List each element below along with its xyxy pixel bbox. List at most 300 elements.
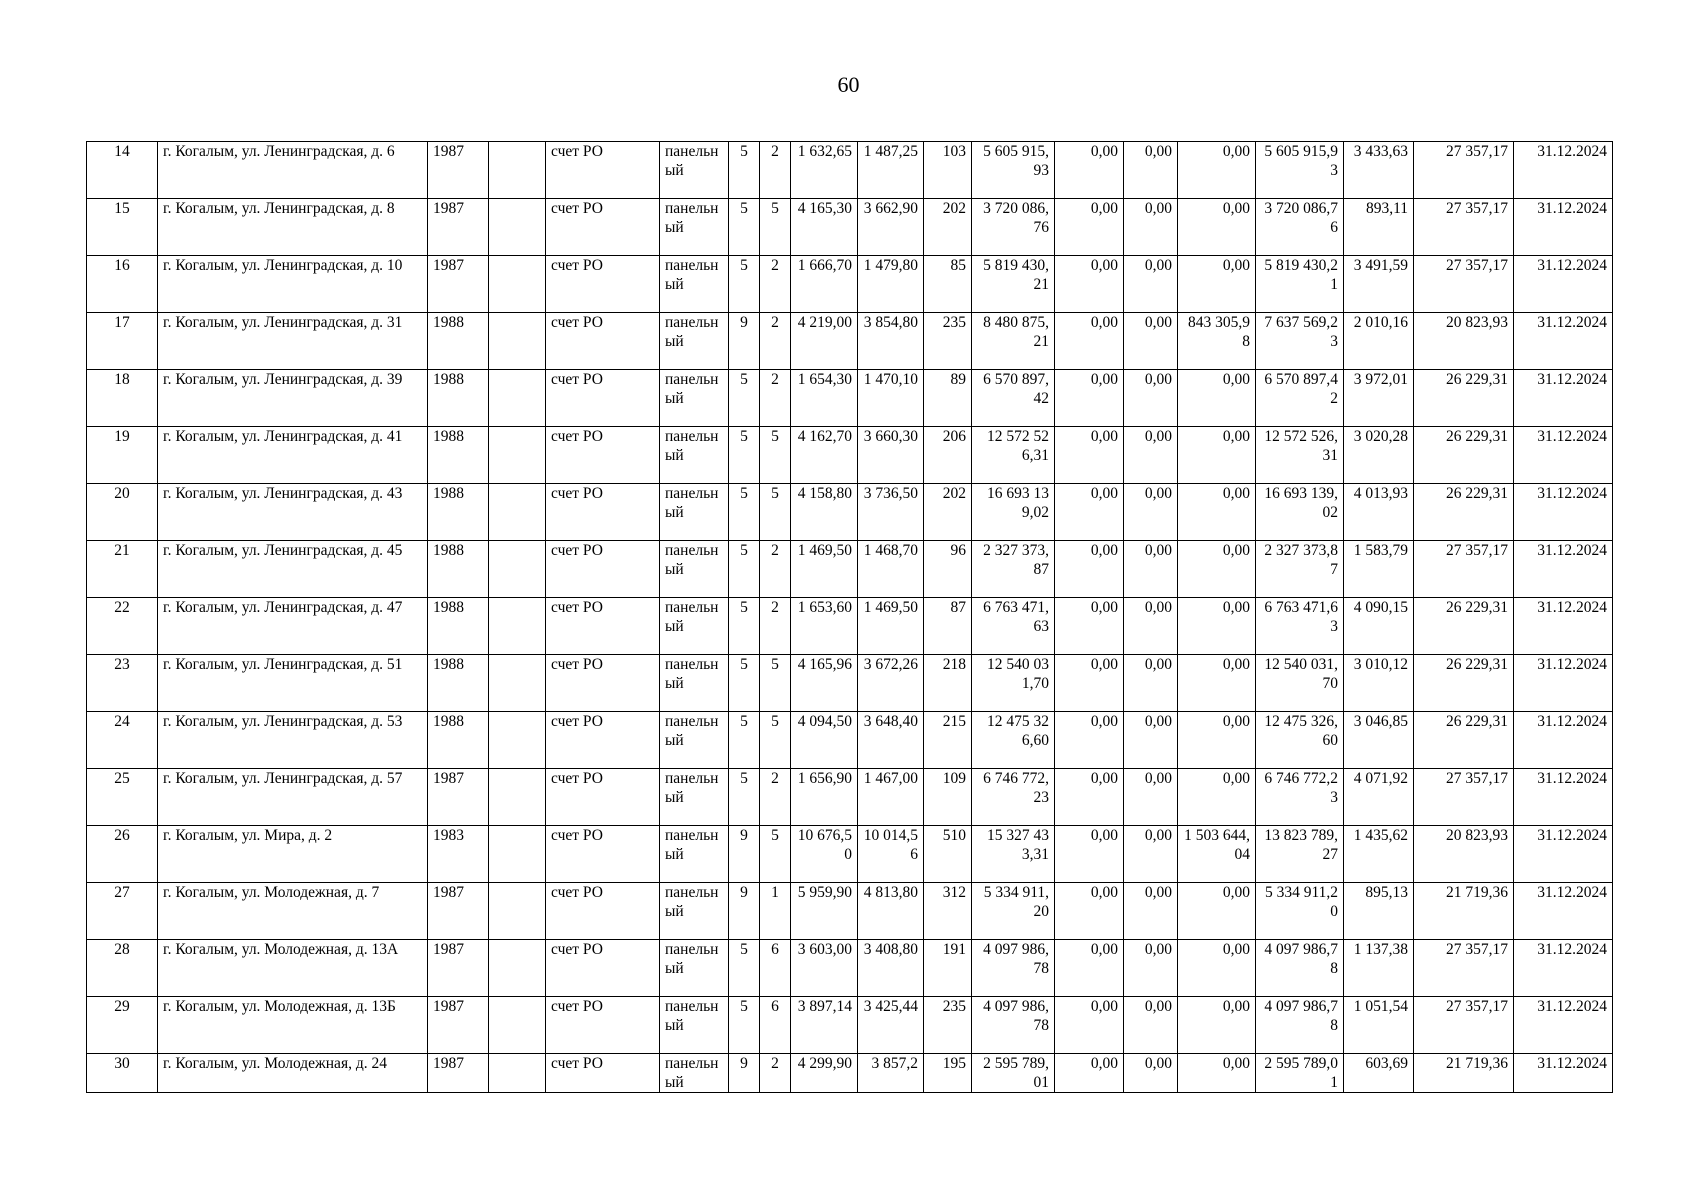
- cost-per-m2-cell: 603,69: [1344, 1054, 1414, 1093]
- wall-material-cell: панельный: [660, 883, 729, 940]
- fund-cell: счет РО: [546, 940, 660, 997]
- limit-cost-cell: 27 357,17: [1414, 142, 1514, 199]
- wall-material-cell: панельный: [660, 484, 729, 541]
- cost-column-4-cell: 6 746 772,23: [1256, 769, 1344, 826]
- entrances-cell: 5: [760, 199, 791, 256]
- floors-cell: 5: [729, 427, 760, 484]
- cost-column-3-cell: 0,00: [1178, 256, 1256, 313]
- residents-cell: 218: [924, 655, 972, 712]
- living-area-cell: 3 854,80: [858, 313, 924, 370]
- cost-column-2-cell: 0,00: [1124, 313, 1178, 370]
- row-number: 19: [87, 427, 158, 484]
- fund-cell: счет РО: [546, 826, 660, 883]
- cost-per-m2-cell: 1 435,62: [1344, 826, 1414, 883]
- cost-per-m2-cell: 1 051,54: [1344, 997, 1414, 1054]
- cost-column-2-cell: 0,00: [1124, 427, 1178, 484]
- entrances-cell: 5: [760, 826, 791, 883]
- cost-column-2-cell: 0,00: [1124, 370, 1178, 427]
- floors-cell: 5: [729, 598, 760, 655]
- address-cell: г. Когалым, ул. Ленинградская, д. 31: [158, 313, 428, 370]
- cost-column-2-cell: 0,00: [1124, 484, 1178, 541]
- floors-cell: 5: [729, 541, 760, 598]
- entrances-cell: 2: [760, 769, 791, 826]
- cost-column-4-cell: 16 693 139,02: [1256, 484, 1344, 541]
- table-row: [87, 370, 1613, 427]
- address-cell: г. Когалым, ул. Ленинградская, д. 47: [158, 598, 428, 655]
- table-row: [87, 655, 1613, 712]
- residents-cell: 191: [924, 940, 972, 997]
- deadline-cell: 31.12.2024: [1514, 256, 1613, 313]
- year-cell: 1987: [428, 1054, 489, 1093]
- deadline-cell: 31.12.2024: [1514, 598, 1613, 655]
- entrances-cell: 5: [760, 427, 791, 484]
- fund-cell: счет РО: [546, 712, 660, 769]
- total-cost-cell: 5 605 915,93: [972, 142, 1055, 199]
- cost-column-3-cell: 0,00: [1178, 484, 1256, 541]
- cost-column-3-cell: 0,00: [1178, 142, 1256, 199]
- living-area-cell: 10 014,56: [858, 826, 924, 883]
- cost-column-3-cell: 843 305,98: [1178, 313, 1256, 370]
- fund-cell: счет РО: [546, 142, 660, 199]
- page-number: 60: [837, 72, 860, 97]
- cost-per-m2-cell: 3 972,01: [1344, 370, 1414, 427]
- cost-column-1-cell: 0,00: [1055, 484, 1124, 541]
- fund-cell: счет РО: [546, 313, 660, 370]
- cost-column-3-cell: 0,00: [1178, 769, 1256, 826]
- row-number: 15: [87, 199, 158, 256]
- row-number: 28: [87, 940, 158, 997]
- deadline-cell: 31.12.2024: [1514, 484, 1613, 541]
- living-area-cell: 4 813,80: [858, 883, 924, 940]
- floors-cell: 5: [729, 484, 760, 541]
- fund-cell: счет РО: [546, 427, 660, 484]
- empty-cell: [489, 427, 546, 484]
- address-cell: г. Когалым, ул. Ленинградская, д. 39: [158, 370, 428, 427]
- year-cell: 1987: [428, 997, 489, 1054]
- total-area-cell: 4 165,30: [791, 199, 858, 256]
- empty-cell: [489, 484, 546, 541]
- fund-cell: счет РО: [546, 769, 660, 826]
- wall-material-cell: панельный: [660, 1054, 729, 1093]
- total-area-cell: 1 469,50: [791, 541, 858, 598]
- row-number: 16: [87, 256, 158, 313]
- total-cost-cell: 4 097 986,78: [972, 997, 1055, 1054]
- living-area-cell: 3 672,26: [858, 655, 924, 712]
- cost-column-2-cell: 0,00: [1124, 256, 1178, 313]
- year-cell: 1987: [428, 256, 489, 313]
- row-number: 30: [87, 1054, 158, 1093]
- cost-column-1-cell: 0,00: [1055, 256, 1124, 313]
- residents-cell: 89: [924, 370, 972, 427]
- limit-cost-cell: 27 357,17: [1414, 256, 1514, 313]
- address-cell: г. Когалым, ул. Ленинградская, д. 43: [158, 484, 428, 541]
- deadline-cell: 31.12.2024: [1514, 142, 1613, 199]
- limit-cost-cell: 26 229,31: [1414, 484, 1514, 541]
- residents-cell: 206: [924, 427, 972, 484]
- row-number: 22: [87, 598, 158, 655]
- limit-cost-cell: 26 229,31: [1414, 598, 1514, 655]
- table-row: [87, 712, 1613, 769]
- cost-column-3-cell: 0,00: [1178, 427, 1256, 484]
- floors-cell: 5: [729, 655, 760, 712]
- cost-column-2-cell: 0,00: [1124, 199, 1178, 256]
- total-cost-cell: 6 763 471,63: [972, 598, 1055, 655]
- year-cell: 1987: [428, 940, 489, 997]
- total-area-cell: 5 959,90: [791, 883, 858, 940]
- cost-per-m2-cell: 3 491,59: [1344, 256, 1414, 313]
- empty-cell: [489, 256, 546, 313]
- cost-column-3-cell: 0,00: [1178, 712, 1256, 769]
- address-cell: г. Когалым, ул. Ленинградская, д. 51: [158, 655, 428, 712]
- row-number: 27: [87, 883, 158, 940]
- cost-column-2-cell: 0,00: [1124, 598, 1178, 655]
- year-cell: 1988: [428, 370, 489, 427]
- cost-per-m2-cell: 893,11: [1344, 199, 1414, 256]
- limit-cost-cell: 27 357,17: [1414, 199, 1514, 256]
- floors-cell: 5: [729, 769, 760, 826]
- total-cost-cell: 5 819 430,21: [972, 256, 1055, 313]
- empty-cell: [489, 142, 546, 199]
- fund-cell: счет РО: [546, 1054, 660, 1093]
- deadline-cell: 31.12.2024: [1514, 199, 1613, 256]
- total-cost-cell: 15 327 433,31: [972, 826, 1055, 883]
- cost-column-1-cell: 0,00: [1055, 1054, 1124, 1093]
- cost-per-m2-cell: 4 071,92: [1344, 769, 1414, 826]
- limit-cost-cell: 27 357,17: [1414, 769, 1514, 826]
- cost-per-m2-cell: 3 010,12: [1344, 655, 1414, 712]
- cost-column-1-cell: 0,00: [1055, 883, 1124, 940]
- cost-column-2-cell: 0,00: [1124, 883, 1178, 940]
- table-row: [87, 256, 1613, 313]
- year-cell: 1988: [428, 541, 489, 598]
- cost-column-4-cell: 5 819 430,21: [1256, 256, 1344, 313]
- limit-cost-cell: 21 719,36: [1414, 1054, 1514, 1093]
- empty-cell: [489, 769, 546, 826]
- cost-per-m2-cell: 3 020,28: [1344, 427, 1414, 484]
- cost-column-4-cell: 4 097 986,78: [1256, 997, 1344, 1054]
- total-cost-cell: 6 570 897,42: [972, 370, 1055, 427]
- entrances-cell: 5: [760, 655, 791, 712]
- empty-cell: [489, 883, 546, 940]
- limit-cost-cell: 20 823,93: [1414, 826, 1514, 883]
- limit-cost-cell: 26 229,31: [1414, 370, 1514, 427]
- cost-column-2-cell: 0,00: [1124, 826, 1178, 883]
- floors-cell: 5: [729, 940, 760, 997]
- year-cell: 1987: [428, 883, 489, 940]
- deadline-cell: 31.12.2024: [1514, 826, 1613, 883]
- cost-column-4-cell: 6 570 897,42: [1256, 370, 1344, 427]
- empty-cell: [489, 940, 546, 997]
- deadline-cell: 31.12.2024: [1514, 427, 1613, 484]
- limit-cost-cell: 26 229,31: [1414, 712, 1514, 769]
- total-cost-cell: 2 327 373,87: [972, 541, 1055, 598]
- living-area-cell: 3 857,2: [858, 1054, 924, 1093]
- cost-column-2-cell: 0,00: [1124, 769, 1178, 826]
- total-cost-cell: 2 595 789,01: [972, 1054, 1055, 1093]
- wall-material-cell: панельный: [660, 598, 729, 655]
- cost-column-1-cell: 0,00: [1055, 655, 1124, 712]
- table-row: [87, 199, 1613, 256]
- address-cell: г. Когалым, ул. Ленинградская, д. 10: [158, 256, 428, 313]
- table-row: [87, 541, 1613, 598]
- wall-material-cell: панельный: [660, 655, 729, 712]
- cost-column-1-cell: 0,00: [1055, 541, 1124, 598]
- row-number: 26: [87, 826, 158, 883]
- wall-material-cell: панельный: [660, 940, 729, 997]
- living-area-cell: 3 408,80: [858, 940, 924, 997]
- residents-cell: 312: [924, 883, 972, 940]
- total-area-cell: 4 219,00: [791, 313, 858, 370]
- cost-column-2-cell: 0,00: [1124, 655, 1178, 712]
- residents-cell: 109: [924, 769, 972, 826]
- address-cell: г. Когалым, ул. Ленинградская, д. 41: [158, 427, 428, 484]
- cost-column-3-cell: 0,00: [1178, 883, 1256, 940]
- year-cell: 1983: [428, 826, 489, 883]
- cost-column-4-cell: 12 540 031,70: [1256, 655, 1344, 712]
- limit-cost-cell: 26 229,31: [1414, 427, 1514, 484]
- total-cost-cell: 12 475 326,60: [972, 712, 1055, 769]
- table-row: [87, 1054, 1613, 1093]
- deadline-cell: 31.12.2024: [1514, 997, 1613, 1054]
- empty-cell: [489, 655, 546, 712]
- address-cell: г. Когалым, ул. Молодежная, д. 13А: [158, 940, 428, 997]
- living-area-cell: 3 425,44: [858, 997, 924, 1054]
- total-cost-cell: 5 334 911,20: [972, 883, 1055, 940]
- table-row: [87, 940, 1613, 997]
- cost-column-1-cell: 0,00: [1055, 826, 1124, 883]
- residents-cell: 202: [924, 199, 972, 256]
- living-area-cell: 3 662,90: [858, 199, 924, 256]
- cost-column-4-cell: 5 334 911,20: [1256, 883, 1344, 940]
- table-row: [87, 769, 1613, 826]
- residents-cell: 195: [924, 1054, 972, 1093]
- total-cost-cell: 4 097 986,78: [972, 940, 1055, 997]
- total-cost-cell: 12 572 526,31: [972, 427, 1055, 484]
- fund-cell: счет РО: [546, 883, 660, 940]
- cost-column-4-cell: 13 823 789,27: [1256, 826, 1344, 883]
- total-area-cell: 4 094,50: [791, 712, 858, 769]
- empty-cell: [489, 199, 546, 256]
- deadline-cell: 31.12.2024: [1514, 541, 1613, 598]
- cost-column-3-cell: 0,00: [1178, 997, 1256, 1054]
- empty-cell: [489, 997, 546, 1054]
- wall-material-cell: панельный: [660, 142, 729, 199]
- wall-material-cell: панельный: [660, 370, 729, 427]
- floors-cell: 9: [729, 883, 760, 940]
- year-cell: 1988: [428, 484, 489, 541]
- wall-material-cell: панельный: [660, 997, 729, 1054]
- limit-cost-cell: 27 357,17: [1414, 940, 1514, 997]
- living-area-cell: 3 736,50: [858, 484, 924, 541]
- limit-cost-cell: 26 229,31: [1414, 655, 1514, 712]
- table-row: [87, 826, 1613, 883]
- empty-cell: [489, 313, 546, 370]
- housing-registry-table: [86, 141, 1613, 1093]
- total-area-cell: 1 656,90: [791, 769, 858, 826]
- year-cell: 1988: [428, 598, 489, 655]
- address-cell: г. Когалым, ул. Мира, д. 2: [158, 826, 428, 883]
- entrances-cell: 2: [760, 1054, 791, 1093]
- fund-cell: счет РО: [546, 370, 660, 427]
- floors-cell: 5: [729, 142, 760, 199]
- fund-cell: счет РО: [546, 484, 660, 541]
- total-area-cell: 1 666,70: [791, 256, 858, 313]
- living-area-cell: 1 470,10: [858, 370, 924, 427]
- table-row: [87, 313, 1613, 370]
- wall-material-cell: панельный: [660, 712, 729, 769]
- total-area-cell: 10 676,50: [791, 826, 858, 883]
- empty-cell: [489, 541, 546, 598]
- total-cost-cell: 8 480 875,21: [972, 313, 1055, 370]
- limit-cost-cell: 27 357,17: [1414, 541, 1514, 598]
- total-area-cell: 1 654,30: [791, 370, 858, 427]
- cost-column-3-cell: 0,00: [1178, 655, 1256, 712]
- cost-column-1-cell: 0,00: [1055, 199, 1124, 256]
- entrances-cell: 1: [760, 883, 791, 940]
- cost-column-4-cell: 12 572 526,31: [1256, 427, 1344, 484]
- floors-cell: 9: [729, 826, 760, 883]
- living-area-cell: 1 487,25: [858, 142, 924, 199]
- cost-column-1-cell: 0,00: [1055, 427, 1124, 484]
- cost-column-2-cell: 0,00: [1124, 940, 1178, 997]
- entrances-cell: 6: [760, 997, 791, 1054]
- limit-cost-cell: 21 719,36: [1414, 883, 1514, 940]
- wall-material-cell: панельный: [660, 313, 729, 370]
- row-number: 18: [87, 370, 158, 427]
- residents-cell: 96: [924, 541, 972, 598]
- address-cell: г. Когалым, ул. Ленинградская, д. 53: [158, 712, 428, 769]
- cost-column-4-cell: 3 720 086,76: [1256, 199, 1344, 256]
- cost-column-2-cell: 0,00: [1124, 712, 1178, 769]
- year-cell: 1988: [428, 427, 489, 484]
- address-cell: г. Когалым, ул. Молодежная, д. 7: [158, 883, 428, 940]
- cost-per-m2-cell: 3 046,85: [1344, 712, 1414, 769]
- cost-column-3-cell: 0,00: [1178, 940, 1256, 997]
- floors-cell: 5: [729, 199, 760, 256]
- row-number: 20: [87, 484, 158, 541]
- row-number: 21: [87, 541, 158, 598]
- living-area-cell: 3 660,30: [858, 427, 924, 484]
- floors-cell: 5: [729, 712, 760, 769]
- total-area-cell: 4 165,96: [791, 655, 858, 712]
- total-area-cell: 1 632,65: [791, 142, 858, 199]
- deadline-cell: 31.12.2024: [1514, 1054, 1613, 1093]
- empty-cell: [489, 370, 546, 427]
- wall-material-cell: панельный: [660, 769, 729, 826]
- deadline-cell: 31.12.2024: [1514, 769, 1613, 826]
- floors-cell: 5: [729, 997, 760, 1054]
- living-area-cell: 1 468,70: [858, 541, 924, 598]
- address-cell: г. Когалым, ул. Ленинградская, д. 6: [158, 142, 428, 199]
- year-cell: 1987: [428, 769, 489, 826]
- row-number: 25: [87, 769, 158, 826]
- entrances-cell: 2: [760, 313, 791, 370]
- cost-per-m2-cell: 1 583,79: [1344, 541, 1414, 598]
- floors-cell: 5: [729, 256, 760, 313]
- row-number: 17: [87, 313, 158, 370]
- year-cell: 1988: [428, 712, 489, 769]
- cost-column-4-cell: 7 637 569,23: [1256, 313, 1344, 370]
- deadline-cell: 31.12.2024: [1514, 370, 1613, 427]
- year-cell: 1988: [428, 655, 489, 712]
- table-row: [87, 598, 1613, 655]
- cost-per-m2-cell: 2 010,16: [1344, 313, 1414, 370]
- wall-material-cell: панельный: [660, 199, 729, 256]
- floors-cell: 5: [729, 370, 760, 427]
- cost-column-1-cell: 0,00: [1055, 769, 1124, 826]
- wall-material-cell: панельный: [660, 541, 729, 598]
- entrances-cell: 5: [760, 484, 791, 541]
- residents-cell: 85: [924, 256, 972, 313]
- address-cell: г. Когалым, ул. Ленинградская, д. 45: [158, 541, 428, 598]
- table-row: [87, 883, 1613, 940]
- total-area-cell: 4 158,80: [791, 484, 858, 541]
- entrances-cell: 2: [760, 370, 791, 427]
- living-area-cell: 3 648,40: [858, 712, 924, 769]
- fund-cell: счет РО: [546, 598, 660, 655]
- total-area-cell: 1 653,60: [791, 598, 858, 655]
- cost-column-1-cell: 0,00: [1055, 712, 1124, 769]
- entrances-cell: 2: [760, 256, 791, 313]
- address-cell: г. Когалым, ул. Ленинградская, д. 57: [158, 769, 428, 826]
- empty-cell: [489, 712, 546, 769]
- cost-column-2-cell: 0,00: [1124, 142, 1178, 199]
- cost-column-1-cell: 0,00: [1055, 313, 1124, 370]
- entrances-cell: 6: [760, 940, 791, 997]
- cost-column-2-cell: 0,00: [1124, 997, 1178, 1054]
- residents-cell: 235: [924, 997, 972, 1054]
- fund-cell: счет РО: [546, 541, 660, 598]
- cost-column-1-cell: 0,00: [1055, 997, 1124, 1054]
- cost-column-4-cell: 12 475 326,60: [1256, 712, 1344, 769]
- year-cell: 1987: [428, 142, 489, 199]
- cost-column-1-cell: 0,00: [1055, 940, 1124, 997]
- total-area-cell: 3 897,14: [791, 997, 858, 1054]
- year-cell: 1988: [428, 313, 489, 370]
- cost-column-4-cell: 4 097 986,78: [1256, 940, 1344, 997]
- table-row: [87, 997, 1613, 1054]
- fund-cell: счет РО: [546, 655, 660, 712]
- total-area-cell: 3 603,00: [791, 940, 858, 997]
- year-cell: 1987: [428, 199, 489, 256]
- cost-column-4-cell: 5 605 915,93: [1256, 142, 1344, 199]
- wall-material-cell: панельный: [660, 427, 729, 484]
- wall-material-cell: панельный: [660, 826, 729, 883]
- cost-column-3-cell: 0,00: [1178, 199, 1256, 256]
- total-cost-cell: 16 693 139,02: [972, 484, 1055, 541]
- residents-cell: 510: [924, 826, 972, 883]
- fund-cell: счет РО: [546, 199, 660, 256]
- fund-cell: счет РО: [546, 256, 660, 313]
- total-area-cell: 4 299,90: [791, 1054, 858, 1093]
- cost-per-m2-cell: 895,13: [1344, 883, 1414, 940]
- empty-cell: [489, 1054, 546, 1093]
- empty-cell: [489, 826, 546, 883]
- cost-column-1-cell: 0,00: [1055, 370, 1124, 427]
- residents-cell: 202: [924, 484, 972, 541]
- entrances-cell: 5: [760, 712, 791, 769]
- cost-column-4-cell: 2 327 373,87: [1256, 541, 1344, 598]
- address-cell: г. Когалым, ул. Ленинградская, д. 8: [158, 199, 428, 256]
- living-area-cell: 1 469,50: [858, 598, 924, 655]
- row-number: 23: [87, 655, 158, 712]
- address-cell: г. Когалым, ул. Молодежная, д. 24: [158, 1054, 428, 1093]
- cost-per-m2-cell: 1 137,38: [1344, 940, 1414, 997]
- residents-cell: 103: [924, 142, 972, 199]
- cost-column-2-cell: 0,00: [1124, 541, 1178, 598]
- living-area-cell: 1 479,80: [858, 256, 924, 313]
- cost-per-m2-cell: 4 090,15: [1344, 598, 1414, 655]
